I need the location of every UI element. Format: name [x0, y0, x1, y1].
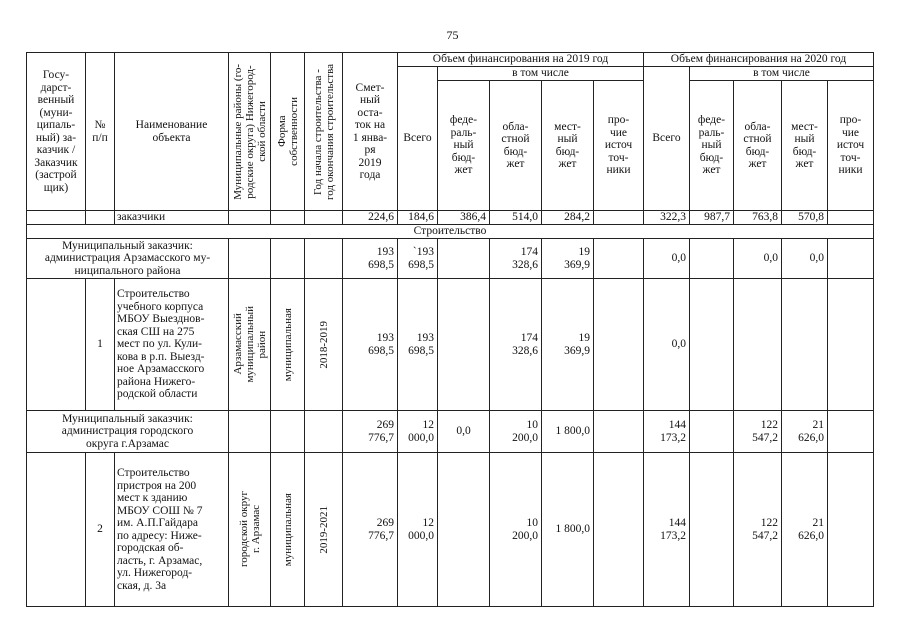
item-total-2019: 193 698,5 — [398, 279, 438, 411]
group-other-2020 — [828, 411, 874, 453]
group-customer: Муниципальный заказчик: администрация городского округа г.Арзамас — [27, 411, 229, 453]
header-years: Год начала строительства - год окончания строительства — [305, 53, 343, 211]
item-num: 1 — [86, 279, 115, 411]
summary-regional-2019: 514,0 — [490, 211, 542, 225]
summary-estimate: 224,6 — [343, 211, 398, 225]
summary-local-2020: 570,8 — [782, 211, 828, 225]
summary-federal-2019: 386,4 — [438, 211, 490, 225]
item-regional-2020: 122 547,2 — [734, 453, 782, 607]
group-estimate: 193 698,5 — [343, 239, 398, 279]
header-regional-2020: обла- стной бюд- жет — [734, 81, 782, 211]
summary-regional-2020: 763,8 — [734, 211, 782, 225]
item-name: Строительство пристроя на 200 мест к зданию МБОУ СОШ № 7 им. А.П.Гайдара по адресу: Ниже- городская об- ласть, г. Арзамас, ул. Нижегород- ская, д. 3а — [115, 453, 229, 607]
header-total-2019: Всего — [398, 67, 438, 211]
item-other-2019 — [594, 279, 644, 411]
group-regional-2019: 10 200,0 — [490, 411, 542, 453]
header-regional-2019: обла- стной бюд- жет — [490, 81, 542, 211]
header-ownership: Форма собственности — [271, 53, 305, 211]
group-total-2020: 144 173,2 — [644, 411, 690, 453]
item-federal-2020 — [690, 279, 734, 411]
item-district: Арзамасский муниципальный район — [229, 279, 271, 411]
header-other-2019: про- чие источ точ- ники — [594, 81, 644, 211]
summary-total-2020: 322,3 — [644, 211, 690, 225]
summary-federal-2020: 987,7 — [690, 211, 734, 225]
item-local-2019: 19 369,9 — [542, 279, 594, 411]
group-customer: Муниципальный заказчик: администрация Арзамасского му- ниципального района — [27, 239, 229, 279]
group-regional-2020: 122 547,2 — [734, 411, 782, 453]
item-federal-2019 — [438, 279, 490, 411]
item-regional-2019: 10 200,0 — [490, 453, 542, 607]
page-number: 75 — [446, 28, 459, 42]
item-total-2020: 144 173,2 — [644, 453, 690, 607]
group-estimate: 269 776,7 — [343, 411, 398, 453]
item-other-2019 — [594, 453, 644, 607]
group-regional-2019: 174 328,6 — [490, 239, 542, 279]
summary-other-2020 — [828, 211, 874, 225]
item-other-2020 — [828, 279, 874, 411]
group-total-2020: 0,0 — [644, 239, 690, 279]
financing-table — [26, 52, 874, 607]
item-total-2019: 12 000,0 — [398, 453, 438, 607]
group-federal-2019: 0,0 — [438, 411, 490, 453]
header-incl-2020: в том числе — [690, 67, 874, 81]
group-local-2019: 19 369,9 — [542, 239, 594, 279]
group-regional-2020: 0,0 — [734, 239, 782, 279]
header-customer: Госу- дарст- венный (муни- ципаль- ный) за- казчик / Заказчик (застрой щик) — [27, 53, 86, 211]
header-num: № п/п — [86, 53, 115, 211]
header-incl-2019: в том числе — [438, 67, 644, 81]
summary-other-2019 — [594, 211, 644, 225]
item-other-2020 — [828, 453, 874, 607]
header-object-name: Наименование объекта — [115, 53, 229, 211]
group-federal-2020 — [690, 239, 734, 279]
item-local-2019: 1 800,0 — [542, 453, 594, 607]
summary-total-2019: 184,6 — [398, 211, 438, 225]
item-estimate: 193 698,5 — [343, 279, 398, 411]
group-other-2019 — [594, 411, 644, 453]
item-federal-2020 — [690, 453, 734, 607]
item-ownership: муниципальная — [271, 453, 305, 607]
summary-label: заказчики — [115, 211, 229, 225]
group-total-2019: `193 698,5 — [398, 239, 438, 279]
group-federal-2019 — [438, 239, 490, 279]
item-years: 2018-2019 — [305, 279, 343, 411]
group-row — [27, 411, 874, 453]
group-federal-2020 — [690, 411, 734, 453]
header-total-2020: Всего — [644, 67, 690, 211]
item-district: городской округ г. Арзамас — [229, 453, 271, 607]
item-num: 2 — [86, 453, 115, 607]
group-other-2019 — [594, 239, 644, 279]
header-fin-2019: Объем финансирования на 2019 год — [398, 53, 644, 67]
header-local-2019: мест- ный бюд- жет — [542, 81, 594, 211]
group-local-2020: 0,0 — [782, 239, 828, 279]
group-row — [27, 239, 874, 279]
group-total-2019: 12 000,0 — [398, 411, 438, 453]
group-local-2020: 21 626,0 — [782, 411, 828, 453]
header-estimate: Смет- ный оста- ток на 1 янва- ря 2019 года — [343, 53, 398, 211]
item-local-2020: 21 626,0 — [782, 453, 828, 607]
item-regional-2019: 174 328,6 — [490, 279, 542, 411]
item-local-2020 — [782, 279, 828, 411]
header-local-2020: мест- ный бюд- жет — [782, 81, 828, 211]
item-regional-2020 — [734, 279, 782, 411]
summary-row — [27, 211, 874, 225]
table-row — [27, 279, 874, 411]
item-ownership: муниципальная — [271, 279, 305, 411]
group-local-2019: 1 800,0 — [542, 411, 594, 453]
item-estimate: 269 776,7 — [343, 453, 398, 607]
item-federal-2019 — [438, 453, 490, 607]
header-fin-2020: Объем финансирования на 2020 год — [644, 53, 874, 67]
table-row — [27, 453, 874, 607]
header-federal-2020: феде- раль- ный бюд- жет — [690, 81, 734, 211]
header-district: Муниципальные районы (го- родские округа) Нижегород- ской области — [229, 53, 271, 211]
group-other-2020 — [828, 239, 874, 279]
section-title: Строительство — [27, 225, 874, 239]
header-federal-2019: феде- раль- ный бюд- жет — [438, 81, 490, 211]
item-total-2020: 0,0 — [644, 279, 690, 411]
item-years: 2019-2021 — [305, 453, 343, 607]
item-name: Строительство учебного корпуса МБОУ Выезднов- ская СШ на 275 мест по ул. Кули- кова в р.п. Выезд- ное Арзамасского района Нижего- родской области — [115, 279, 229, 411]
summary-local-2019: 284,2 — [542, 211, 594, 225]
header-other-2020: про- чие источ точ- ники — [828, 81, 874, 211]
